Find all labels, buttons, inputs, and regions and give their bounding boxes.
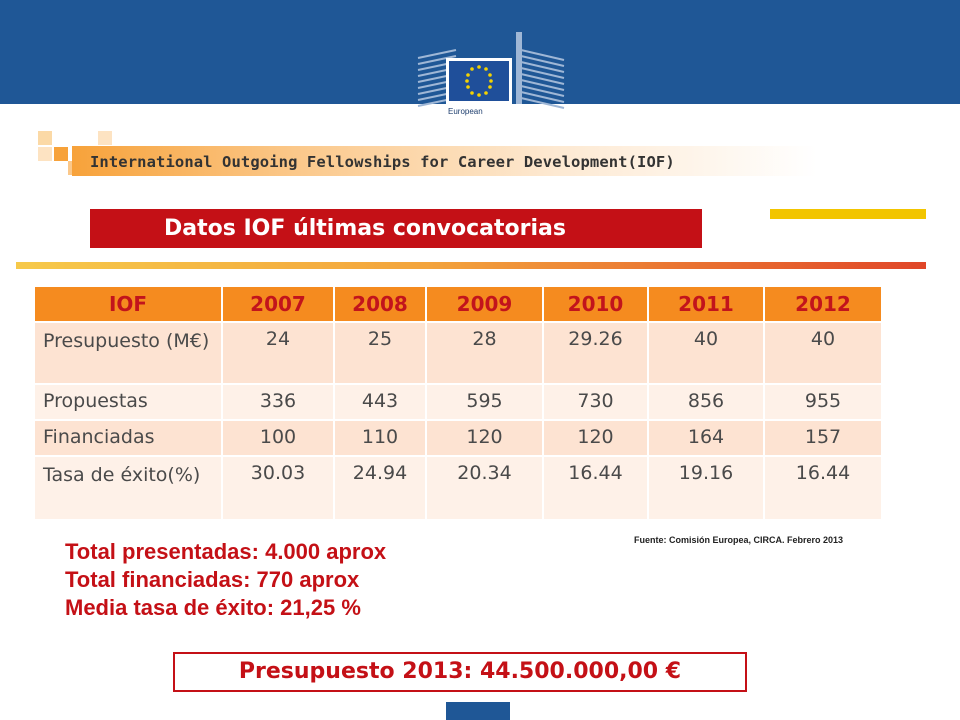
table-cell: 110 (335, 421, 425, 455)
section-title: International Outgoing Fellowships for Career Development(IOF) (90, 153, 675, 171)
table-cell: 40 (765, 323, 881, 383)
table-row (35, 457, 881, 519)
table-cell: 25 (335, 323, 425, 383)
table-cell: 120 (544, 421, 647, 455)
table-cell: 120 (427, 421, 542, 455)
row-label: Propuestas (35, 385, 221, 419)
column-header: 2009 (427, 287, 542, 321)
total-presented: Total presentadas: 4.000 aprox (65, 539, 387, 564)
gradient-divider (16, 262, 926, 269)
table-cell: 30.03 (223, 457, 333, 519)
row-label: Tasa de éxito(%) (35, 457, 221, 519)
yellow-accent-strip (770, 209, 926, 219)
table-cell: 157 (765, 421, 881, 455)
table-cell: 24 (223, 323, 333, 383)
table-cell: 730 (544, 385, 647, 419)
table-cell: 20.34 (427, 457, 542, 519)
table-cell: 443 (335, 385, 425, 419)
table-row (35, 385, 881, 419)
table-cell: 595 (427, 385, 542, 419)
row-label: Presupuesto (M€) (35, 323, 221, 383)
table-cell: 164 (649, 421, 763, 455)
table-row (35, 421, 881, 455)
table-cell: 955 (765, 385, 881, 419)
column-header: IOF (35, 287, 221, 321)
table-cell: 24.94 (335, 457, 425, 519)
source-note: Fuente: Comisión Europea, CIRCA. Febrero 2013 (634, 535, 844, 545)
table-cell: 336 (223, 385, 333, 419)
iof-data-table (33, 285, 883, 521)
column-header: 2010 (544, 287, 647, 321)
column-header: 2012 (765, 287, 881, 321)
average-success-rate: Media tasa de éxito: 21,25 % (65, 595, 361, 620)
logo-label: European (448, 107, 483, 116)
column-header: 2008 (335, 287, 425, 321)
bottom-blue-tab (446, 702, 510, 720)
column-header: 2011 (649, 287, 763, 321)
eu-logo (416, 30, 566, 120)
budget-2013-box: Presupuesto 2013: 44.500.000,00 € (173, 652, 747, 692)
column-header: 2007 (223, 287, 333, 321)
table-row (35, 323, 881, 383)
totals-summary (65, 538, 386, 622)
table-cell: 16.44 (544, 457, 647, 519)
table-cell: 28 (427, 323, 542, 383)
table-cell: 19.16 (649, 457, 763, 519)
slide-heading: Datos IOF últimas convocatorias (90, 209, 702, 248)
eu-building-logo-icon (416, 30, 566, 120)
table-cell: 29.26 (544, 323, 647, 383)
table-header-row (35, 287, 881, 321)
table-cell: 856 (649, 385, 763, 419)
row-label: Financiadas (35, 421, 221, 455)
table-cell: 100 (223, 421, 333, 455)
total-funded: Total financiadas: 770 aprox (65, 567, 360, 592)
table-cell: 40 (649, 323, 763, 383)
table-cell: 16.44 (765, 457, 881, 519)
